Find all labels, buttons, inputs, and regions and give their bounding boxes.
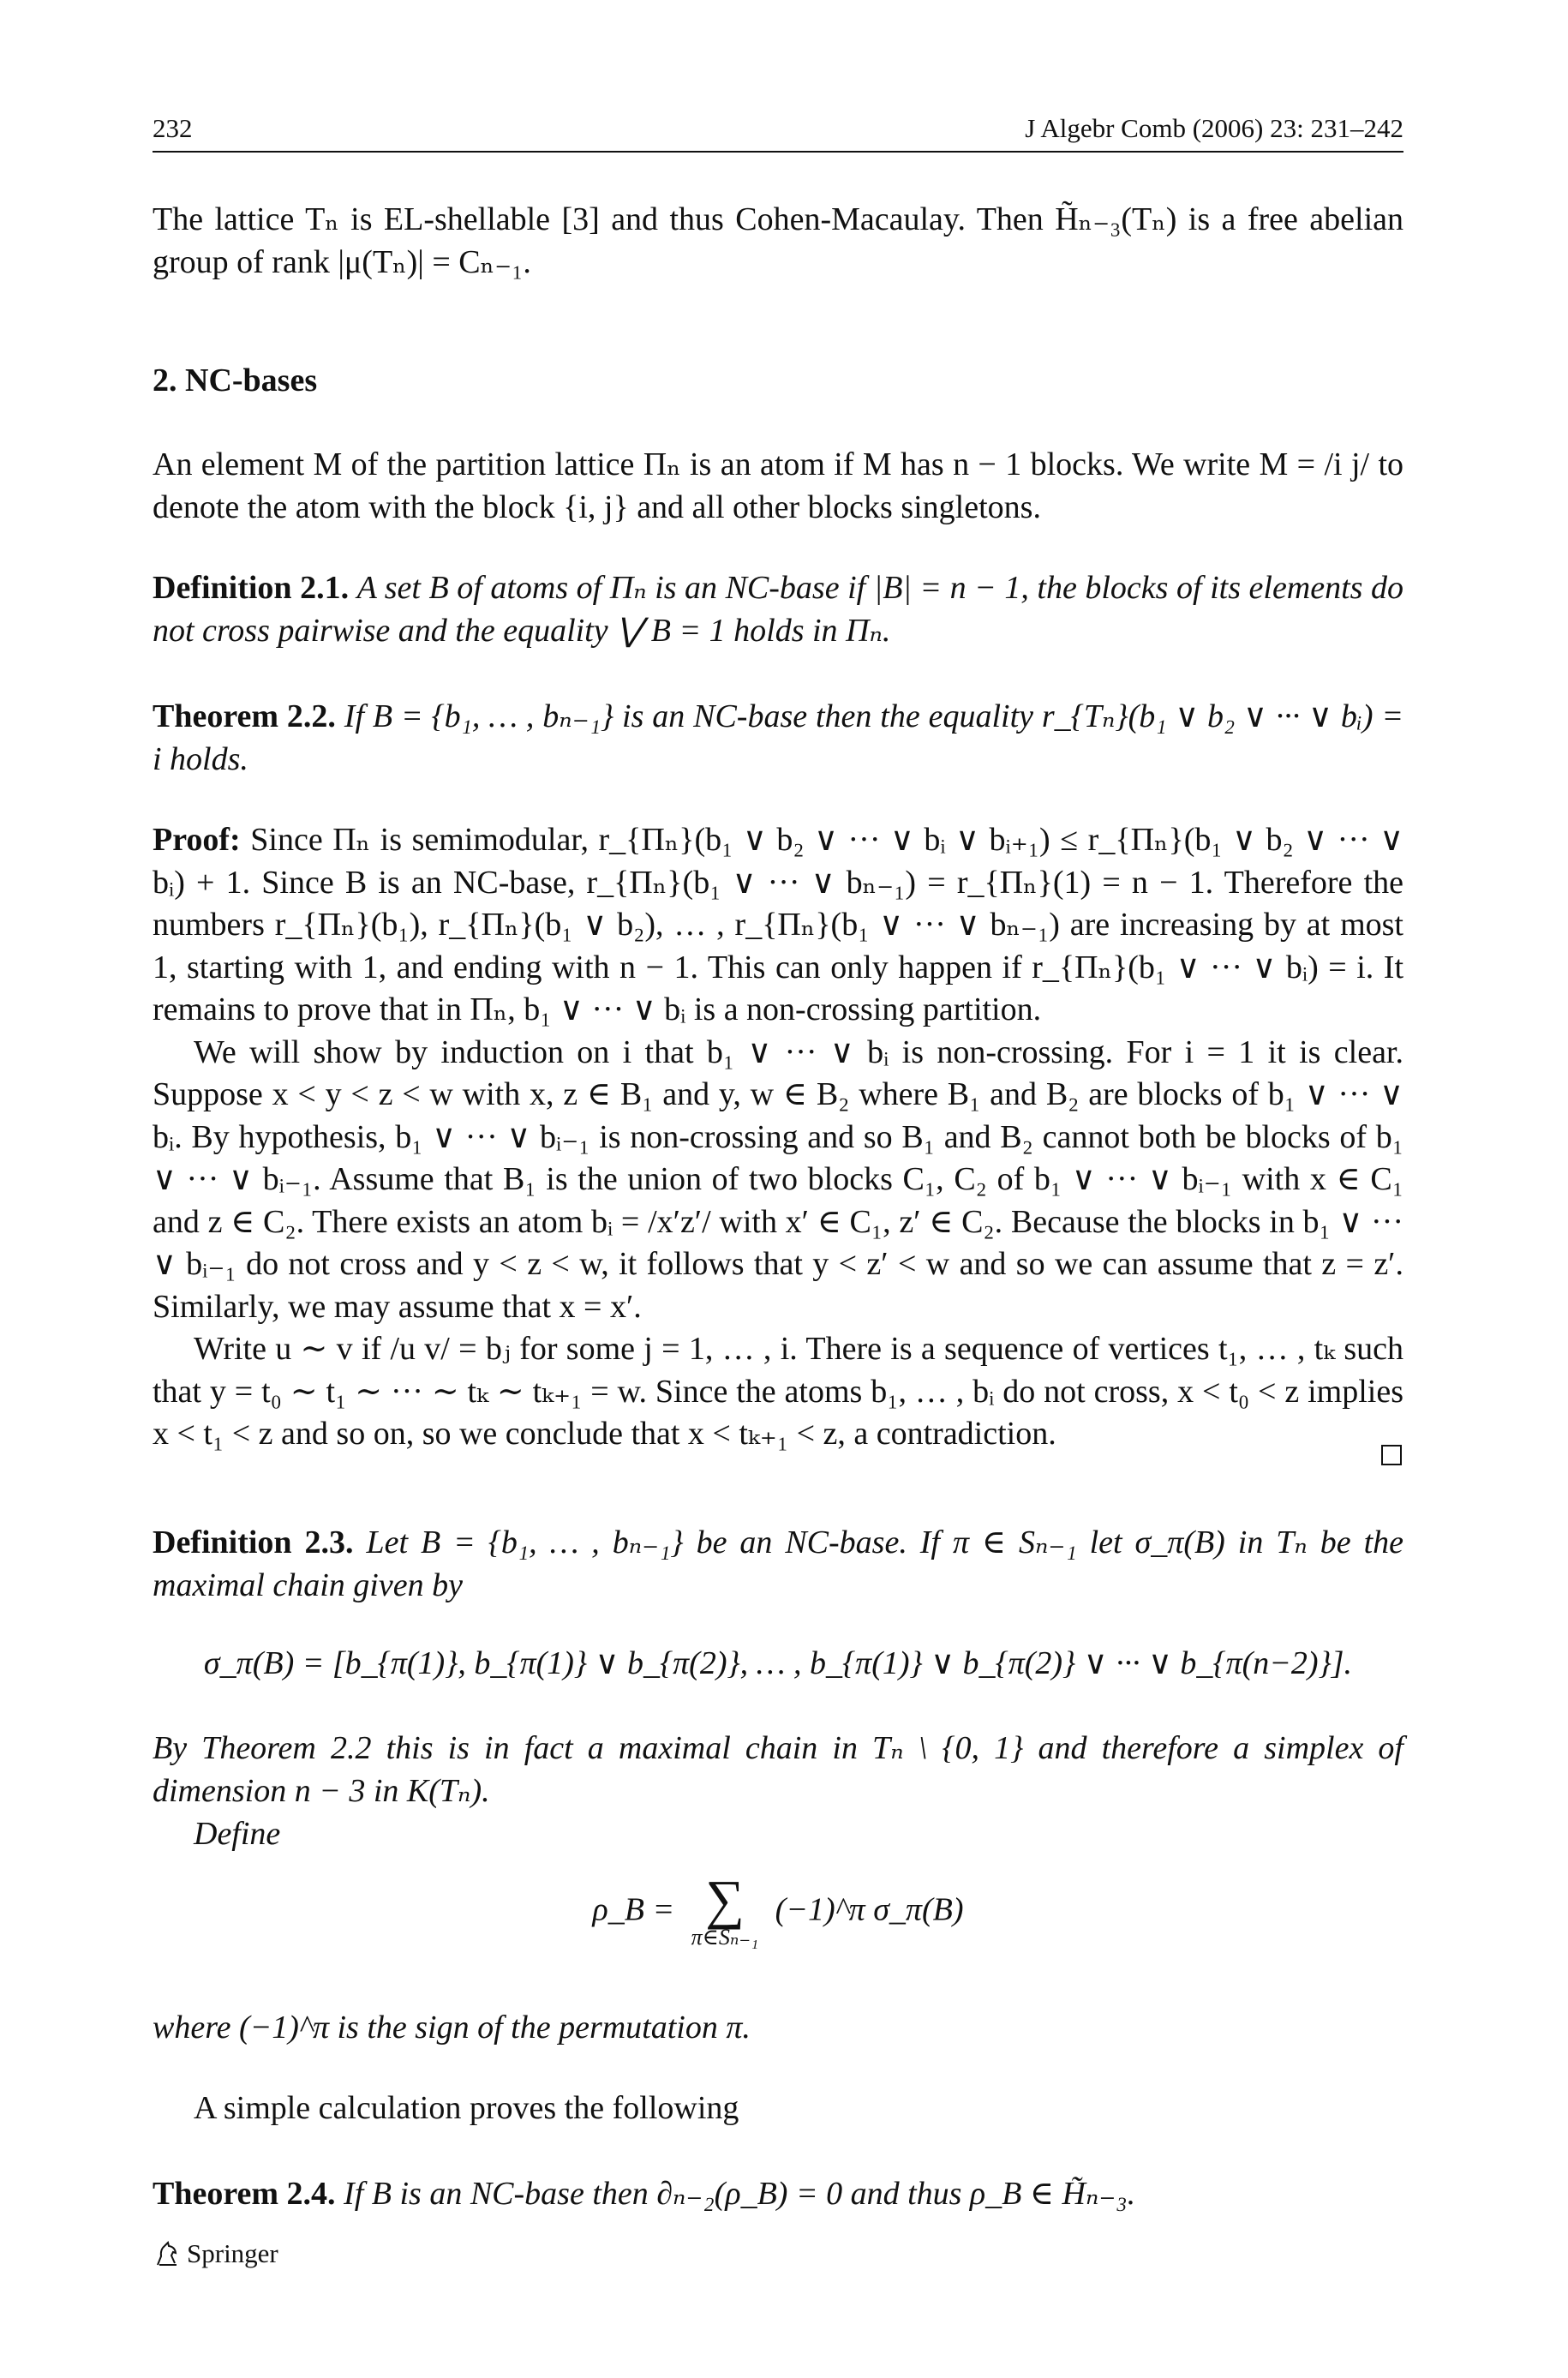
summation-icon	[691, 1869, 759, 1950]
publisher-footer	[153, 2238, 278, 2269]
definition-label: Definition 2.1.	[153, 570, 350, 606]
publisher-name: Springer	[187, 2238, 278, 2268]
calculation-sentence: A simple calculation proves the following	[194, 2090, 739, 2126]
springer-horse-icon	[153, 2239, 182, 2268]
rho-rhs: (−1)^π σ_π(B)	[775, 1891, 964, 1928]
proof-label: Proof:	[153, 822, 241, 858]
page-number: 232	[153, 113, 193, 143]
proof-text-1: Since Πₙ is semimodular, r_{Πₙ}(b₁ ∨ b₂ ∨ ··· ∨ bᵢ ∨ bᵢ₊₁) ≤ r_{Πₙ}(b₁ ∨ b₂ ∨ ··· ∨ bᵢ) + 1. Since B is an NC-base, r_{Πₙ}(b₁ ∨ ··· ∨ bₙ₋₁) = r_{Πₙ}(1) = n − 1. Therefore the numbers r_{Πₙ}(b₁), r_{Πₙ}(b₁ ∨ b₂), … , r_{Πₙ}(b₁ ∨ ··· ∨ bₙ₋₁) are increasing by at most 1, starting with 1, and ending with n − 1. This can only happen if r_{Πₙ}(b₁ ∨ ··· ∨ bᵢ) = i. It remains to prove that in Πₙ, b₁ ∨ ··· ∨ bᵢ is a non-crossing partition.	[153, 822, 1404, 1027]
proof-paragraph-3: Write u ∼ v if /u v/ = bⱼ for some j = 1, … , i. There is a sequence of vertices t₁, … , tₖ such that y = t₀ ∼ t₁ ∼ ··· ∼ tₖ ∼ tₖ₊₁ = w. Since the atoms b₁, … , bᵢ do not cross, x < t₀ < z implies x < t₁ < z and so on, so we conclude that x < tₖ₊₁ < z, a contradiction.	[153, 1331, 1403, 1452]
proof-paragraph-1	[153, 819, 1403, 1032]
definition-2-1	[153, 567, 1403, 652]
chain-equation: σ_π(B) = [b_{π(1)}, b_{π(1)} ∨ b_{π(2)}, … , b_{π(1)} ∨ b_{π(2)} ∨ ··· ∨ b_{π(n−2)}].	[203, 1645, 1353, 1681]
atom-paragraph: An element M of the partition lattice Πₙ is an atom if M has n − 1 blocks. We write M = /i j/ to denote the atom with the block {i, j} and all other blocks singletons.	[153, 446, 1403, 525]
theorem-2-2	[153, 696, 1403, 781]
theorem-label: Theorem 2.2.	[153, 698, 336, 734]
define-word: Define	[194, 1816, 281, 1852]
journal-citation: J Algebr Comb (2006) 23: 231–242	[1025, 113, 1403, 143]
theorem-label: Theorem 2.4.	[153, 2176, 336, 2212]
running-header	[153, 113, 1403, 153]
proof-paragraph-2: We will show by induction on i that b₁ ∨ ··· ∨ bᵢ is non-crossing. For i = 1 it is clear. Suppose x < y < z < w with x, z ∈ B₁ and y, w ∈ B₂ where B₁ and B₂ are blocks of b₁ ∨ ··· ∨ bᵢ. By hypothesis, b₁ ∨ ··· ∨ bᵢ₋₁ is non-crossing and so B₁ and B₂ cannot both be blocks of b₁ ∨ ··· ∨ bᵢ₋₁. Assume that B₁ is the union of two blocks C₁, C₂ of b₁ ∨ ··· ∨ bᵢ₋₁ with x ∈ C₁ and z ∈ C₂. There exists an atom bᵢ = /x′z′/ with x′ ∈ C₁, z′ ∈ C₂. Because the blocks in b₁ ∨ ··· ∨ bᵢ₋₁ do not cross and y < z < w, it follows that y < z′ < w and so we can assume that z = z′. Similarly, we may assume that x = x′.	[153, 1033, 1403, 1325]
summation-symbol: ∑	[705, 1869, 745, 1930]
definition-text: A set B of atoms of Πₙ is an NC-base if |B| = n − 1, the blocks of its elements do not cross pairwise and the equality ⋁ B = 1 holds in Πₙ.	[153, 570, 1404, 649]
section-title: 2. NC-bases	[153, 362, 318, 398]
definition-2-3	[153, 1522, 1403, 1607]
summation-index: π∈Sₙ₋₁	[691, 1925, 759, 1950]
definition-text: Let B = {b₁, … , bₙ₋₁} be an NC-base. If π ∈ Sₙ₋₁ let σ_π(B) in Tₙ be the maximal chain given by	[153, 1524, 1404, 1603]
theorem-text: If B = {b₁, … , bₙ₋₁} is an NC-base then the equality r_{Tₙ}(b₁ ∨ b₂ ∨ ··· ∨ bᵢ) = i holds.	[153, 698, 1404, 777]
rho-equation	[153, 1869, 1403, 1950]
definition-continuation: By Theorem 2.2 this is in fact a maximal chain in Tₙ \ {0, 1} and therefore a simplex of dimension n − 3 in K(Tₙ).	[153, 1730, 1403, 1809]
theorem-2-4	[153, 2173, 1403, 2216]
definition-label: Definition 2.3.	[153, 1524, 354, 1560]
theorem-text: If B is an NC-base then ∂ₙ₋₂(ρ_B) = 0 and thus ρ_B ∈ H̃ₙ₋₃.	[344, 2176, 1136, 2212]
sign-note: where (−1)^π is the sign of the permutation π.	[153, 2010, 751, 2046]
rho-lhs: ρ_B =	[592, 1891, 675, 1928]
qed-square-icon	[1381, 1445, 1402, 1465]
proof-block	[153, 819, 1403, 1456]
intro-paragraph: The lattice Tₙ is EL-shellable [3] and thus Cohen-Macaulay. Then H̃ₙ₋₃(Tₙ) is a free abelian group of rank |μ(Tₙ)| = Cₙ₋₁.	[153, 201, 1403, 280]
